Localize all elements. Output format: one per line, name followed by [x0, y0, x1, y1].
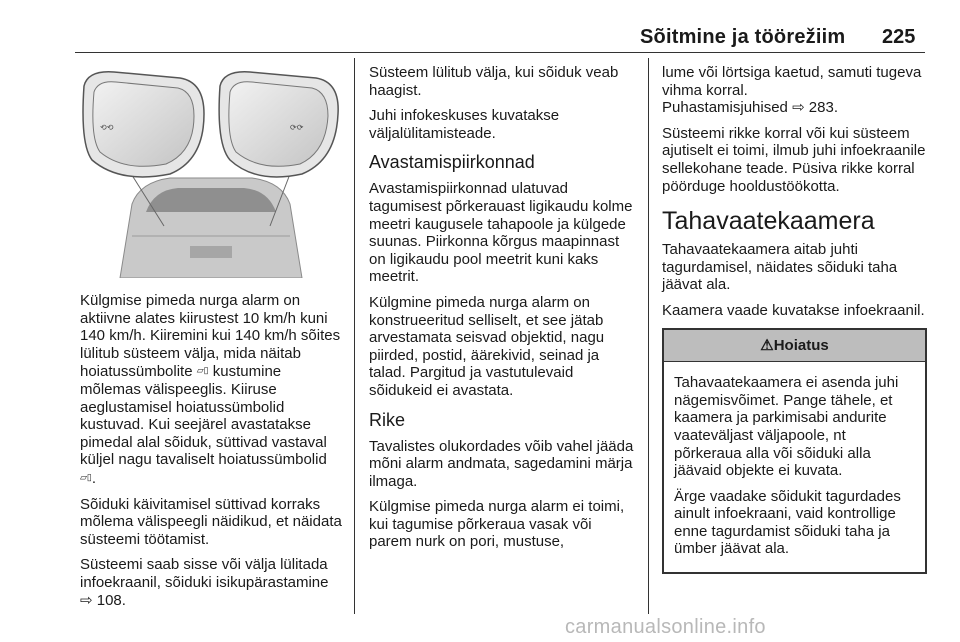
paragraph: Süsteem lülitub välja, kui sõiduk veab haagist.	[369, 64, 619, 99]
blind-spot-warning-icon: ▱▯	[80, 471, 92, 482]
left-mirror	[83, 72, 204, 177]
column-divider-1	[354, 58, 355, 614]
warning-box	[662, 328, 927, 575]
paragraph: Tahavaatekaamera ei asenda juhi nägemisvõimet. Pange tähele, et kaamera ja parkimisabi andurite vaateväljast väljapoole, nt põrkeraua alla või sõiduki alla jäävaid objekte ei kuvata.	[674, 374, 899, 480]
section-heading-avastamispiirkonnad: Avastamispiirkonnad	[369, 152, 535, 173]
paragraph: Kaamera vaade kuvatakse infoekraanil.	[662, 301, 925, 319]
paragraph: Avastamispiirkonnad ulatuvad tagumisest põrkerauast ligikaudu kolme meetri kaugusele tahapoole ja külgede suunas. Piirkonna kõrgus maapinnast on ligikaudu pool meetrit kuni kaks meetrit.	[369, 180, 633, 286]
watermark: carmanualsonline.info	[565, 616, 766, 638]
text-span: Külgmise pimeda nurga alarm on aktiivne alates kiirustest 10 km/h kuni 140 km/h. Kiiremini kui 140 km/h sõites lülitub süsteem välja, mida näitab hoiatussümbolite	[80, 292, 341, 381]
column-3	[662, 64, 927, 574]
column-1	[80, 292, 342, 617]
paragraph: Külgmise pimeda nurga alarm ei toimi, kui tagumise põrkeraua vasak või parem nurk on pori, mustuse,	[369, 498, 625, 551]
right-mirror	[219, 72, 338, 177]
svg-text:⟳⟳: ⟳⟳	[290, 123, 304, 132]
paragraph: Ärge vaadake sõidukit tagurdades ainult infoekraani, vaid kontrollige enne tagurdamist sõiduki taha ja ümber jäävat ala.	[674, 487, 901, 558]
mirrors-illustration-svg	[80, 64, 342, 278]
rear-window	[146, 188, 276, 212]
paragraph	[80, 292, 342, 488]
page-number: 225	[882, 26, 916, 48]
paragraph: Külgmine pimeda nurga alarm on konstrueeritud selliselt, et see jätab arvestamata seisvad objektid, nagu piirded, postid, äärekivid, seinad ja talad. Pargitud ja vastutulevaid sõidukeid ei avastata.	[369, 293, 605, 399]
paragraph: Süsteemi rikke korral või kui süsteem ajutiselt ei toimi, ilmub juhi infoekraanile sellekohane teade. Püsiva rikke korral pöörduge hooldustöökotta.	[662, 124, 926, 195]
header-rule	[75, 52, 925, 53]
section-heading-tahavaatekaamera: Tahavaatekaamera	[662, 207, 875, 236]
blind-spot-warning-icon: ▱▯	[196, 365, 209, 376]
mirrors-illustration	[80, 64, 342, 278]
warning-header	[664, 330, 925, 363]
warning-title: Hoiatus	[773, 336, 829, 354]
warning-icon: ⚠	[760, 336, 774, 354]
text-span: kustumine mõlemas välispeeglis. Kiiruse aeglustamisel hoiatussümbolid kustuvad. Kui seejärel avastatakse pimedal alal sõiduk, süttivad vastaval küljel nagu tavaliselt hoiatussümbolid	[80, 363, 327, 469]
warning-body	[664, 362, 925, 572]
paragraph: Tahavaatekaamera aitab juhti tagurdamisel, näidates sõiduki taha jäävat ala.	[662, 241, 898, 294]
paragraph: lume või lörtsiga kaetud, samuti tugeva vihma korral.	[662, 64, 922, 99]
section-heading-rike: Rike	[369, 409, 406, 430]
paragraph: Tavalistes olukordades võib vahel jääda mõni alarm andmata, sagedamini märja ilmaga.	[369, 437, 634, 490]
paragraph: Juhi infokeskuses kuvatakse väljalülitamisteade.	[369, 107, 560, 142]
column-divider-2	[648, 58, 649, 614]
text-span: .	[91, 469, 97, 487]
svg-text:⟲⟲: ⟲⟲	[100, 123, 114, 132]
column-2	[369, 64, 637, 559]
page-header-title: Sõitmine ja töörežiim	[640, 26, 846, 48]
paragraph: Sõiduki käivitamisel süttivad korraks mõlema välispeegli näidikud, et näidata süsteemi töötamist.	[80, 495, 342, 548]
paragraph: Süsteemi saab sisse või välja lülitada infoekraanil, sõiduki isikupärastamine ⇨ 108.	[80, 556, 329, 609]
paragraph: Puhastamisjuhised ⇨ 283.	[662, 99, 839, 117]
